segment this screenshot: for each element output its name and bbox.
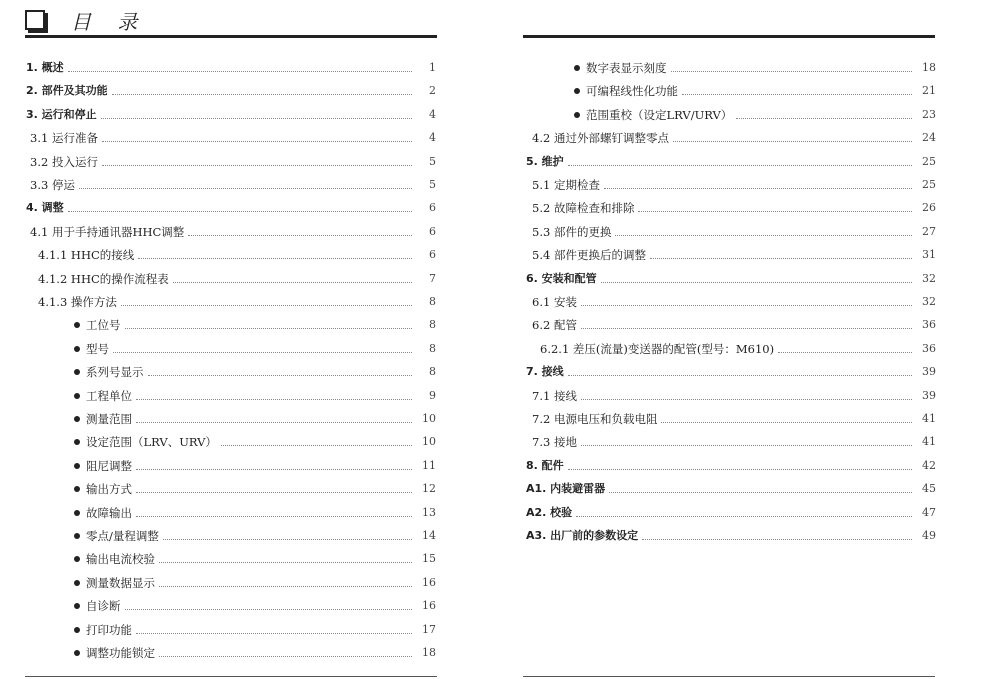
toc-entry-label	[526, 155, 568, 169]
toc-entry-text: 1. 概述	[26, 61, 64, 74]
toc-entry-page: 1	[429, 61, 436, 74]
toc-entry	[532, 316, 936, 332]
toc-entry-text: 5.1 定期检查	[532, 178, 600, 192]
toc-entry	[30, 223, 436, 239]
toc-entry-label	[74, 365, 148, 379]
toc-entry-page: 25	[922, 154, 936, 168]
toc-entry	[74, 340, 436, 356]
toc-entry-label	[526, 459, 568, 473]
dot-leader	[173, 282, 412, 283]
dot-leader	[159, 562, 412, 563]
toc-entry	[574, 59, 936, 75]
toc-entry-text: 范围重校（设定LRV/URV）	[586, 107, 733, 122]
toc-entry-page: 10	[422, 435, 436, 449]
toc-entry-label	[532, 131, 673, 145]
toc-entry-page: 7	[429, 271, 436, 285]
header-rule	[523, 35, 935, 38]
toc-entry	[38, 270, 436, 286]
toc-entry-label	[532, 225, 615, 239]
toc-entry-label	[74, 623, 136, 637]
toc-entry-text: 测量范围	[86, 412, 132, 426]
dot-leader	[136, 422, 412, 423]
toc-entry-label	[26, 84, 112, 98]
toc-entry-label	[74, 599, 125, 613]
toc-entry-text: 4. 调整	[26, 201, 64, 215]
toc-entry-text: 6.2 配管	[532, 318, 577, 333]
toc-entry	[38, 246, 436, 262]
bullet-dot-icon	[74, 416, 80, 422]
dot-leader	[125, 328, 413, 329]
toc-entry	[74, 410, 436, 426]
dot-leader	[159, 586, 412, 587]
toc-entry	[30, 129, 436, 145]
toc-entry-text: 故障输出	[86, 505, 132, 520]
toc-entry-page: 39	[922, 388, 936, 402]
dot-leader	[121, 305, 412, 306]
toc-entry-page: 18	[422, 646, 436, 659]
toc-entry-text: 2. 部件及其功能	[26, 84, 108, 98]
toc-entry-text: 7. 接线	[526, 365, 564, 379]
dot-leader	[136, 492, 412, 493]
toc-entry-label	[38, 272, 173, 286]
toc-entry	[532, 387, 936, 403]
toc-entry-label	[532, 295, 581, 309]
dot-leader	[136, 516, 412, 517]
toc-entry-text: 6.2.1 差压(流量)变送器的配管(型号：M610)	[540, 341, 775, 356]
toc-entry-text: 4.2 通过外部螺钉调整零点	[532, 131, 669, 146]
toc-entry-label	[526, 506, 576, 520]
toc-entry-page: 2	[429, 84, 436, 98]
toc-entry	[526, 153, 936, 169]
bullet-dot-icon	[574, 112, 580, 118]
toc-entry-label	[30, 155, 102, 169]
toc-entry-page: 17	[422, 622, 436, 636]
toc-entry-label	[74, 506, 136, 520]
toc-entry-text: 系列号显示	[86, 365, 144, 380]
toc-entry-page: 6	[429, 224, 436, 238]
toc-entry	[526, 363, 936, 379]
toc-entry-page: 12	[422, 482, 436, 496]
toc-entry-label	[74, 342, 113, 356]
toc-entry-label	[74, 412, 136, 426]
toc-entry-page: 9	[429, 388, 436, 402]
toc-entry-text: 7.2 电源电压和负载电阻	[532, 412, 658, 426]
toc-entry-text: A1. 内装避雷器	[526, 482, 606, 496]
dot-leader	[581, 328, 912, 329]
toc-entry	[26, 199, 436, 215]
dot-leader	[188, 235, 412, 236]
toc-entry-text: 4.1.2 HHC的操作流程表	[38, 271, 169, 286]
dot-leader	[601, 282, 912, 283]
toc-entry-label	[526, 272, 601, 286]
toc-entry-page: 26	[922, 201, 936, 215]
dot-leader	[581, 399, 912, 400]
dot-leader	[125, 609, 413, 610]
toc-entry-page: 10	[422, 412, 436, 425]
checkbox-square-icon	[25, 10, 45, 30]
toc-entry-label	[38, 295, 121, 309]
footer-rule	[25, 676, 437, 677]
toc-entry-page: 4	[429, 131, 436, 145]
toc-entry-page: 13	[422, 505, 436, 519]
toc-entry	[74, 363, 436, 379]
toc-entry-text: A3. 出厂前的参数设定	[526, 529, 639, 542]
toc-entry-label	[74, 576, 159, 590]
bullet-dot-icon	[74, 322, 80, 328]
toc-entry-page: 5	[429, 178, 436, 191]
toc-entry-label	[532, 389, 581, 403]
dot-leader	[159, 656, 412, 657]
toc-entry-page: 39	[922, 365, 936, 379]
toc-entry-label	[574, 84, 682, 98]
dot-leader	[671, 71, 913, 72]
toc-entry	[74, 550, 436, 566]
dot-leader	[221, 445, 412, 446]
toc-entry	[532, 176, 936, 192]
dot-leader	[136, 633, 412, 634]
toc-entry-page: 36	[922, 318, 936, 332]
toc-entry	[532, 223, 936, 239]
toc-entry	[526, 457, 936, 473]
toc-entry-label	[526, 482, 609, 496]
toc-entry-page: 41	[922, 435, 936, 449]
bullet-dot-icon	[574, 88, 580, 94]
toc-entry-text: 零点/量程调整	[86, 529, 159, 543]
toc-entry	[532, 129, 936, 145]
toc-entry-text: 3.3 停运	[30, 178, 75, 192]
toc-entry-label	[74, 435, 221, 449]
toc-entry-page: 16	[422, 599, 436, 613]
toc-entry	[526, 504, 936, 520]
toc-entry	[74, 504, 436, 520]
dot-leader	[581, 445, 912, 446]
toc-entry-text: 可编程线性化功能	[586, 84, 678, 99]
dot-leader	[581, 305, 912, 306]
toc-entry-label	[532, 248, 650, 262]
toc-entry-label	[74, 646, 159, 660]
toc-entry-label	[30, 131, 102, 145]
toc-entry	[74, 457, 436, 473]
footer-rule	[523, 676, 935, 677]
toc-entry-page: 11	[422, 458, 436, 472]
toc-entry-page: 42	[922, 458, 936, 472]
toc-entry-page: 8	[429, 295, 436, 308]
toc-entry-text: 输出电流校验	[86, 552, 155, 567]
bullet-dot-icon	[74, 346, 80, 352]
toc-entry	[526, 270, 936, 286]
dot-leader	[568, 375, 912, 376]
toc-entry-text: 4.1.1 HHC的接线	[38, 248, 135, 263]
dot-leader	[102, 141, 412, 142]
dot-leader	[568, 469, 912, 470]
bullet-dot-icon	[74, 533, 80, 539]
toc-entry-page: 32	[922, 271, 936, 285]
toc-entry-page: 6	[429, 201, 436, 215]
toc-entry-page: 8	[429, 365, 436, 379]
toc-entry-text: 4.1 用于手持通讯器HHC调整	[30, 224, 185, 239]
toc-entry	[26, 82, 436, 98]
dot-leader	[68, 211, 412, 212]
toc-entry	[74, 621, 436, 637]
toc-entry-page: 18	[922, 61, 936, 74]
bullet-dot-icon	[74, 627, 80, 633]
toc-entry-label	[74, 552, 159, 566]
toc-entry	[26, 106, 436, 122]
toc-entry-label	[74, 459, 136, 473]
toc-entry	[532, 246, 936, 262]
toc-entry	[532, 410, 936, 426]
toc-entry-label	[526, 365, 568, 379]
toc-entry	[574, 82, 936, 98]
toc-entry-label	[74, 318, 125, 332]
dot-leader	[68, 71, 412, 72]
toc-entry-page: 21	[922, 84, 936, 98]
toc-entry-text: 3. 运行和停止	[26, 107, 97, 121]
toc-entry-page: 23	[922, 107, 936, 121]
toc-entry-page: 31	[922, 248, 936, 262]
toc-entry-label	[540, 342, 778, 356]
toc-entry-page: 41	[922, 412, 936, 425]
toc-entry-label	[532, 435, 581, 449]
toc-entry	[74, 316, 436, 332]
dot-leader	[148, 375, 413, 376]
toc-entry-page: 6	[429, 248, 436, 262]
toc-entry-label	[74, 529, 163, 543]
toc-entry-label	[26, 108, 101, 122]
toc-entry-page: 45	[922, 482, 936, 496]
toc-entry	[74, 527, 436, 543]
toc-entry-label	[532, 178, 604, 192]
bullet-dot-icon	[74, 369, 80, 375]
toc-entry-page: 25	[922, 178, 936, 191]
dot-leader	[112, 94, 412, 95]
toc-entry-page: 14	[422, 529, 436, 542]
toc-entry-text: 测量数据显示	[86, 575, 155, 590]
toc-entry	[38, 293, 436, 309]
bullet-dot-icon	[74, 556, 80, 562]
toc-entry	[532, 433, 936, 449]
toc-entry	[540, 340, 936, 356]
dot-leader	[79, 188, 412, 189]
dot-leader	[576, 516, 912, 517]
toc-entry-page: 36	[922, 341, 936, 355]
toc-entry-page: 5	[429, 154, 436, 168]
toc-entry	[526, 527, 936, 543]
toc-entry-label	[574, 61, 671, 75]
toc-entry-text: 数字表显示刻度	[586, 61, 667, 75]
toc-entry-label	[74, 482, 136, 496]
toc-entry	[26, 59, 436, 75]
toc-entry-page: 27	[922, 224, 936, 238]
toc-entry-text: 5. 维护	[526, 154, 564, 168]
toc-entry-text: 工位号	[86, 318, 121, 333]
toc-entry	[574, 106, 936, 122]
dot-leader	[568, 165, 912, 166]
dot-leader	[642, 539, 912, 540]
bullet-dot-icon	[574, 65, 580, 71]
bullet-dot-icon	[74, 486, 80, 492]
toc-entry-text: 设定范围（LRV、URV）	[86, 435, 217, 450]
toc-entry-text: 工程单位	[86, 388, 132, 403]
toc-entry-label	[26, 61, 68, 75]
dot-leader	[101, 118, 412, 119]
dot-leader	[138, 258, 412, 259]
toc-entry-text: 调整功能锁定	[86, 646, 155, 660]
dot-leader	[661, 422, 912, 423]
toc-entry	[74, 597, 436, 613]
toc-entry-label	[532, 201, 638, 215]
bullet-dot-icon	[74, 463, 80, 469]
bullet-dot-icon	[74, 510, 80, 516]
dot-leader	[136, 399, 412, 400]
toc-entry-page: 4	[429, 107, 436, 121]
toc-entry-text: 3.1 运行准备	[30, 131, 98, 146]
toc-entry-text: 自诊断	[86, 599, 121, 614]
toc-entry-page: 47	[922, 505, 936, 519]
toc-entry	[526, 480, 936, 496]
header-rule	[25, 35, 437, 38]
bullet-dot-icon	[74, 603, 80, 609]
toc-entry-text: 6.1 安装	[532, 295, 577, 309]
page-title: 目 录	[71, 10, 148, 34]
dot-leader	[650, 258, 912, 259]
toc-entry-text: 5.3 部件的更换	[532, 224, 612, 239]
toc-entry-page: 49	[922, 529, 936, 542]
dot-leader	[113, 352, 412, 353]
toc-entry-label	[74, 389, 136, 403]
toc-entry-label	[526, 529, 642, 543]
dot-leader	[136, 469, 412, 470]
dot-leader	[604, 188, 912, 189]
dot-leader	[163, 539, 412, 540]
toc-entry-text: 5.2 故障检查和排除	[532, 201, 635, 216]
toc-entry	[74, 574, 436, 590]
toc-entry-text: 型号	[86, 341, 109, 356]
dot-leader	[609, 492, 912, 493]
toc-entry-text: 7.1 接线	[532, 388, 577, 403]
toc-entry	[74, 480, 436, 496]
toc-entry	[74, 433, 436, 449]
toc-entry-label	[38, 248, 138, 262]
toc-entry-label	[26, 201, 68, 215]
toc-entry-page: 24	[922, 131, 936, 145]
toc-entry	[30, 153, 436, 169]
toc-entry-text: A2. 校验	[526, 505, 573, 519]
toc-entry-label	[532, 318, 581, 332]
toc-entry-text: 6. 安装和配管	[526, 271, 597, 285]
bullet-dot-icon	[74, 393, 80, 399]
toc-entry-text: 3.2 投入运行	[30, 154, 98, 169]
dot-leader	[673, 141, 912, 142]
bullet-dot-icon	[74, 439, 80, 445]
toc-entry-text: 打印功能	[86, 622, 132, 637]
toc-entry	[532, 293, 936, 309]
bullet-dot-icon	[74, 580, 80, 586]
dot-leader	[638, 211, 912, 212]
bullet-dot-icon	[74, 650, 80, 656]
right-page	[500, 0, 1000, 679]
dot-leader	[778, 352, 912, 353]
toc-entry-page: 16	[422, 575, 436, 589]
toc-entry-text: 5.4 部件更换后的调整	[532, 248, 646, 263]
toc-entry-page: 8	[429, 341, 436, 355]
toc-entry-text: 输出方式	[86, 482, 132, 497]
dot-leader	[682, 94, 912, 95]
toc-entry-page: 8	[429, 318, 436, 332]
toc-entry	[74, 644, 436, 660]
dot-leader	[736, 118, 912, 119]
toc-entry-label	[574, 108, 736, 122]
toc-entry	[74, 387, 436, 403]
toc-entry-text: 8. 配件	[526, 458, 564, 472]
toc-entry-text: 7.3 接地	[532, 435, 577, 450]
toc-entry-text: 4.1.3 操作方法	[38, 295, 117, 309]
toc-entry-text: 阻尼调整	[86, 458, 132, 473]
toc-entry-page: 15	[422, 552, 436, 566]
toc-entry	[532, 199, 936, 215]
toc-entry-label	[30, 178, 79, 192]
toc-entry-label	[30, 225, 188, 239]
dot-leader	[102, 165, 412, 166]
toc-entry-page: 32	[922, 295, 936, 308]
toc-entry-label	[532, 412, 661, 426]
toc-entry	[30, 176, 436, 192]
dot-leader	[615, 235, 912, 236]
